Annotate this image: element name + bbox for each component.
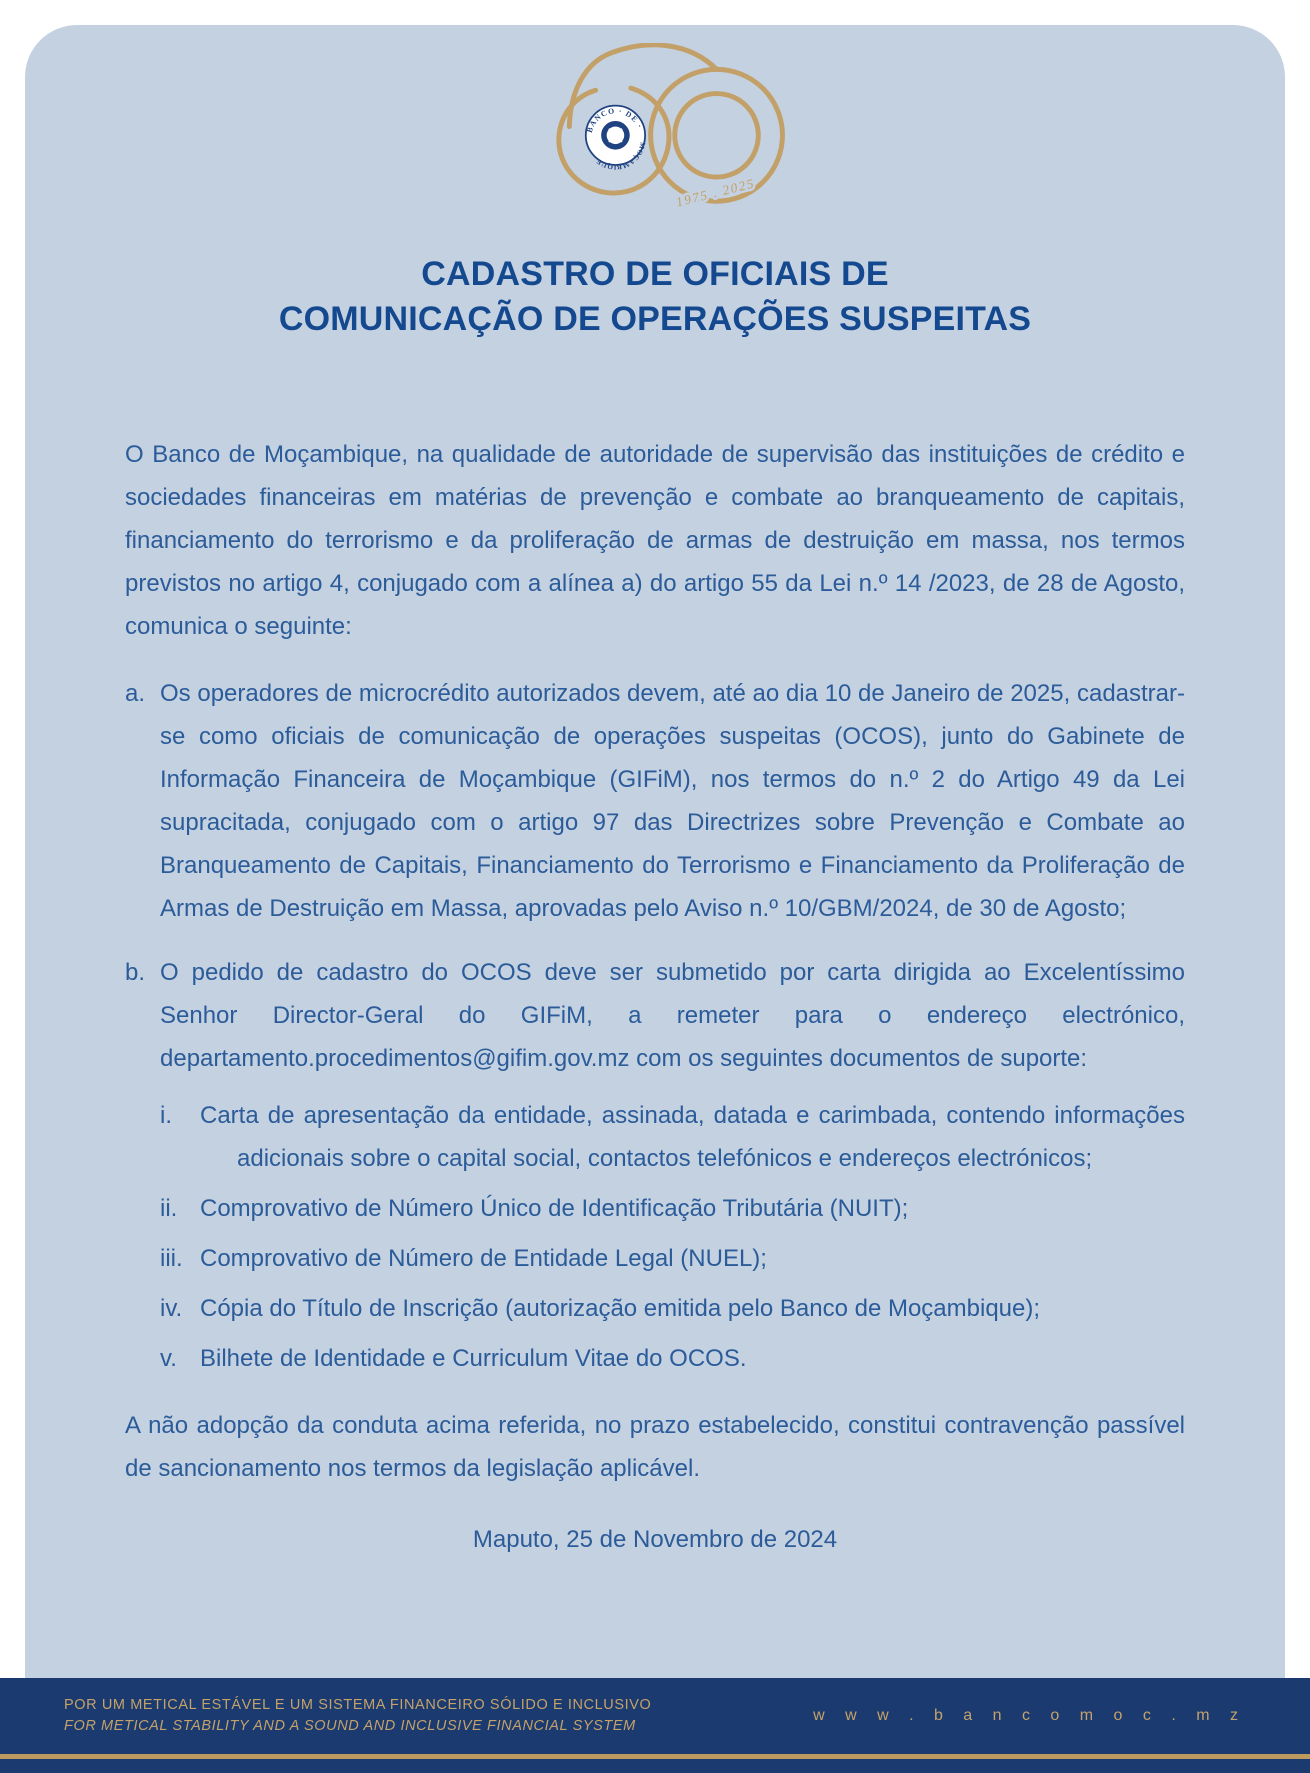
intro-paragraph: O Banco de Moçambique, na qualidade de autoridade de supervisão das instituições de crédito e sociedades financeiras em matérias de prevenção e combate ao branqueamento de capitais, financiamento do terrorismo e da proliferação de armas de destruição em massa, nos termos previstos no artigo 4, conjugado com a alínea a) do artigo 55 da Lei n.º 14 /2023, de 28 de Agosto, comunica o seguinte: [125,440,1185,640]
list-item-a-text: Os operadores de microcrédito autorizados devem, até ao dia 10 de Janeiro de 2025, cadastrar-se como oficiais de comunicação de operações suspeitas (OCOS), junto do Gabinete de Informação Financeira de Moçambique (GIFiM), nos termos do n.º 2 do Artigo 49 da Lei supracitada, conjugado com o artigo 97 das Directrizes sobre Prevenção e Combate ao Branqueamento de Capitais, Financiamento do Terrorismo e Financiamento da Proliferação de Armas de Destruição em Massa, aprovadas pelo Aviso n.º 10/GBM/2024, de 30 de Agosto; [160,679,1185,922]
sub-item-iii-text: Comprovativo de Número de Entidade Legal (NUEL); [200,1244,767,1272]
bank-seal-icon [585,106,647,171]
sub-item-i-marker: i. [160,1101,172,1129]
sub-item-v-text: Bilhete de Identidade e Curriculum Vitae do OCOS. [200,1344,747,1372]
sub-item-iv [125,1287,1185,1330]
document-sub-list [125,1094,1185,1380]
sub-item-v-marker: v. [160,1344,177,1372]
seal-bottom-text: MOÇAMBIQUE [594,141,647,172]
sub-item-ii-text: Comprovativo de Número Único de Identificação Tributária (NUIT); [200,1194,909,1222]
sub-item-ii-marker: ii. [160,1194,178,1222]
closing-paragraph: A não adopção da conduta acima referida, no prazo estabelecido, constitui contravenção passível de sancionamento nos termos da legislação aplicável. [125,1411,1185,1482]
announcement-card [25,25,1285,1678]
list-item-b-marker: b. [125,958,146,986]
sub-item-iv-marker: iv. [160,1294,183,1322]
footer-website: w w w . b a n c o m o c . m z [813,1707,1246,1724]
sub-item-iii-marker: iii. [160,1244,183,1272]
seal-top-text: BANCO · DE · [584,106,645,134]
title-line-1: CADASTRO DE OFICIAIS DE [421,255,889,293]
bank-50-years-logo-icon [500,43,810,221]
footer-gold-rule [0,1754,1310,1759]
logo-five-flag [569,45,716,127]
list-item-b-text: O pedido de cadastro do OCOS deve ser submetido por carta dirigida ao Excelentíssimo Senhor Director-Geral do GIFiM, a remeter para o endereço electrónico, departamento.procedimentos@gifim.gov.mz com os seguintes documentos de suporte: [160,958,1185,1072]
sub-item-i-text: Carta de apresentação da entidade, assinada, datada e carimbada, contendo informações adicionais sobre o capital social, contactos telefónicos e endereços electrónicos; [200,1101,1185,1172]
list-item-a-marker: a. [125,679,146,707]
sub-item-iii [125,1237,1185,1280]
logo-zero-inner-ring [675,94,759,178]
footer-motto-pt: POR UM METICAL ESTÁVEL E UM SISTEMA FINANCEIRO SÓLIDO E INCLUSIVO [64,1697,652,1713]
sub-item-iv-text: Cópia do Título de Inscrição (autorização emitida pelo Banco de Moçambique); [200,1294,1041,1322]
list-item-b [125,951,1185,1080]
footer-motto [64,1695,651,1737]
footer-motto-en: FOR METICAL STABILITY AND A SOUND AND INCLUSIVE FINANCIAL SYSTEM [64,1718,636,1734]
dateline: Maputo, 25 de Novembro de 2024 [472,1525,838,1553]
list-item-a [125,672,1185,930]
footer-band [0,1678,1310,1773]
title-line-2: COMUNICAÇÃO DE OPERAÇÕES SUSPEITAS [278,300,1032,338]
logo-years-text: 1975 . 2025 [674,175,757,210]
logo-container [25,43,1285,226]
sub-item-i [125,1094,1185,1180]
document-title [25,252,1285,342]
sub-item-ii [125,1187,1185,1230]
sub-item-v [125,1337,1185,1380]
